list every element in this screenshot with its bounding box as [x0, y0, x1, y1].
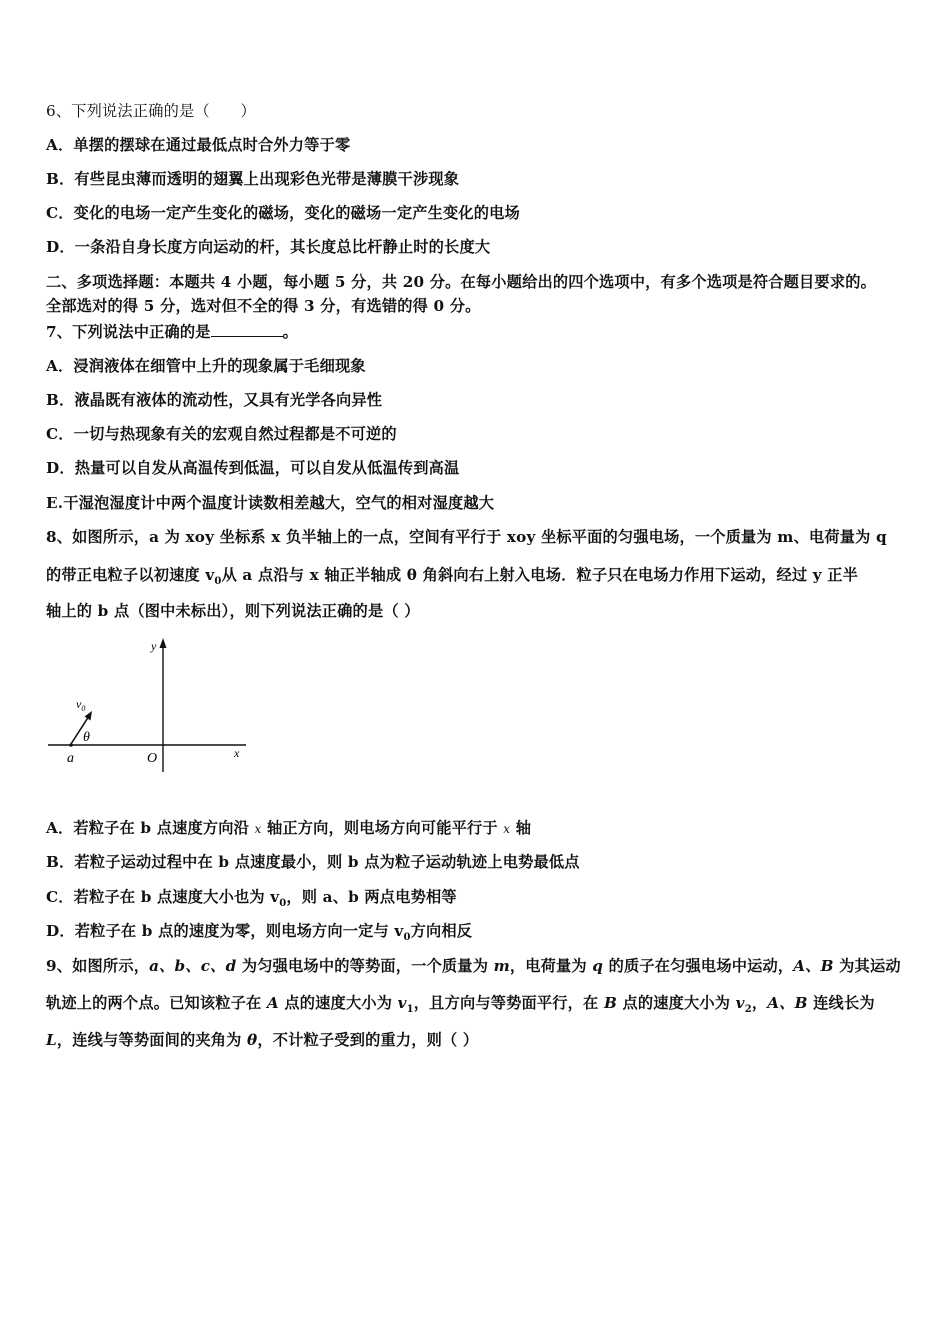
y-axis-arrow-icon — [160, 638, 167, 648]
q9-l2-v2: v — [735, 994, 745, 1012]
q6-option-a: A．单摆的摆球在通过最低点时合外力等于零 — [46, 136, 351, 154]
q8-c-part1: C．若粒子在 b 点速度大小也为 v — [46, 888, 280, 906]
q9-l1-c: ，电荷量为 — [509, 957, 593, 975]
y-axis-label: y — [151, 639, 157, 653]
q9-stem-line3 — [46, 1031, 478, 1049]
point-a-label: a — [67, 751, 74, 766]
q8-stem-line1: 8、如图所示，a 为 xoy 坐标系 x 负半轴上的一点，空间有平行于 xoy 坐标平面的匀强电场，一个质量为 m、电荷量为 q — [46, 528, 887, 546]
q9-l1-ab: A、B — [793, 957, 834, 975]
q8-a-part2: 轴正方向，则电场方向可能平行于 — [261, 819, 504, 837]
q6-option-c: C．变化的电场一定产生变化的磁场，变化的磁场一定产生变化的电场 — [46, 204, 520, 222]
q7-stem — [46, 322, 298, 341]
q8-a-part3: 轴 — [510, 819, 532, 837]
q8-a-part1: A．若粒子在 b 点速度方向沿 — [46, 819, 255, 837]
q9-l3-b: ，不计粒子受到的重力，则（ ） — [257, 1031, 479, 1049]
q8-a-x1: x — [254, 822, 262, 836]
q8-option-c — [46, 888, 457, 910]
answer-blank — [211, 322, 283, 337]
q9-l2-f: 连线长为 — [807, 994, 875, 1012]
q8-option-a — [46, 819, 531, 838]
q7-option-c: C．一切与热现象有关的宏观自然过程都是不可逆的 — [46, 425, 397, 443]
q9-l1-e: 为其运动 — [833, 957, 901, 975]
q9-l2-v1-sub: 1 — [406, 1004, 414, 1016]
q8-d-part2: 方向相反 — [410, 922, 473, 940]
q8-stem-line3: 轴上的 b 点（图中未标出），则下列说法正确的是（ ） — [46, 602, 420, 620]
q8-c-sub: 0 — [279, 898, 287, 910]
q9-l2-B: B — [603, 994, 617, 1012]
q6-option-b: B．有些昆虫薄而透明的翅翼上出现彩色光带是薄膜干涉现象 — [46, 170, 460, 188]
q9-l3-theta: θ — [247, 1031, 258, 1049]
q8-c-part2: ，则 a、b 两点电势相等 — [286, 888, 457, 906]
point-a-dot — [69, 743, 73, 747]
q9-l2-v2-sub: 2 — [744, 1004, 752, 1016]
q8-stem-line2 — [46, 566, 859, 588]
q7-option-e: E.干湿泡湿度计中两个温度计读数相差越大，空气的相对湿度越大 — [46, 494, 495, 512]
q6-stem: 6、下列说法正确的是（ ） — [46, 102, 256, 120]
q9-l2-ab: A、B — [767, 994, 808, 1012]
q7-stem-text: 7、下列说法中正确的是 — [46, 323, 211, 341]
q9-l2-v1: v — [397, 994, 407, 1012]
q9-stem-line2 — [46, 994, 875, 1016]
theta-label: θ — [83, 730, 90, 745]
q9-l2-A: A — [266, 994, 279, 1012]
q9-l2-d: 点的速度大小为 — [616, 994, 736, 1012]
q9-l2-c: ，且方向与等势面平行，在 — [413, 994, 604, 1012]
velocity-arrow-icon — [85, 711, 93, 721]
q9-l2-b: 点的速度大小为 — [278, 994, 398, 1012]
q9-l2-e: ， — [751, 994, 768, 1012]
q7-option-a: A．浸润液体在细管中上升的现象属于毛细现象 — [46, 357, 366, 375]
x-axis-label: x — [234, 746, 240, 760]
section2-instructions-line2: 全部选对的得 5 分，选对但不全的得 3 分，有选错的得 0 分。 — [46, 297, 481, 315]
q9-l1-d: 的质子在匀强电场中运动， — [603, 957, 794, 975]
q8-option-d — [46, 922, 473, 944]
q9-l1-abcd: a、b、c、d — [149, 957, 237, 975]
velocity-label — [76, 697, 85, 713]
q8-option-b: B．若粒子运动过程中在 b 点速度最小，则 b 点为粒子运动轨迹上电势最低点 — [46, 853, 580, 871]
origin-label: O — [147, 751, 158, 766]
q9-l1-q: q — [592, 957, 604, 975]
q7-option-d: D．热量可以自发从高温传到低温，可以自发从低温传到高温 — [46, 459, 460, 477]
q8-a-x2: x — [503, 822, 511, 836]
q8-line2-sub: 0 — [214, 576, 222, 588]
q8-line2-part2: 从 a 点沿与 x 轴正半轴成 θ 角斜向右上射入电场．粒子只在电场力作用下运动，经过 y 正半 — [221, 566, 859, 584]
q9-l2-a: 轨迹上的两个点。已知该粒子在 — [46, 994, 267, 1012]
q8-d-sub: 0 — [403, 932, 411, 944]
q9-l1-m: m — [493, 957, 510, 975]
velocity-label-sub: 0 — [81, 704, 86, 713]
velocity-label-v: v — [76, 697, 82, 711]
q9-l1-a: 9、如图所示， — [46, 957, 150, 975]
q6-option-d: D．一条沿自身长度方向运动的杆，其长度总比杆静止时的长度大 — [46, 238, 491, 256]
q9-l3-a: ，连线与等势面间的夹角为 — [56, 1031, 248, 1049]
q7-option-b: B．液晶既有液体的流动性，又具有光学各向异性 — [46, 391, 383, 409]
q7-stem-end: 。 — [282, 323, 299, 341]
q8-d-part1: D．若粒子在 b 点的速度为零，则电场方向一定与 v — [46, 922, 404, 940]
q9-l3-L: L — [46, 1031, 57, 1049]
q9-l1-b: 为匀强电场中的等势面，一个质量为 — [236, 957, 494, 975]
q8-coordinate-figure — [40, 632, 260, 782]
q8-line2-part1: 的带正电粒子以初速度 v — [46, 566, 215, 584]
section2-instructions-line1: 二、多项选择题：本题共 4 小题，每小题 5 分，共 20 分。在每小题给出的四个选项中，有多个选项是符合题目要求的。 — [46, 273, 876, 291]
q9-stem-line1 — [46, 957, 901, 975]
